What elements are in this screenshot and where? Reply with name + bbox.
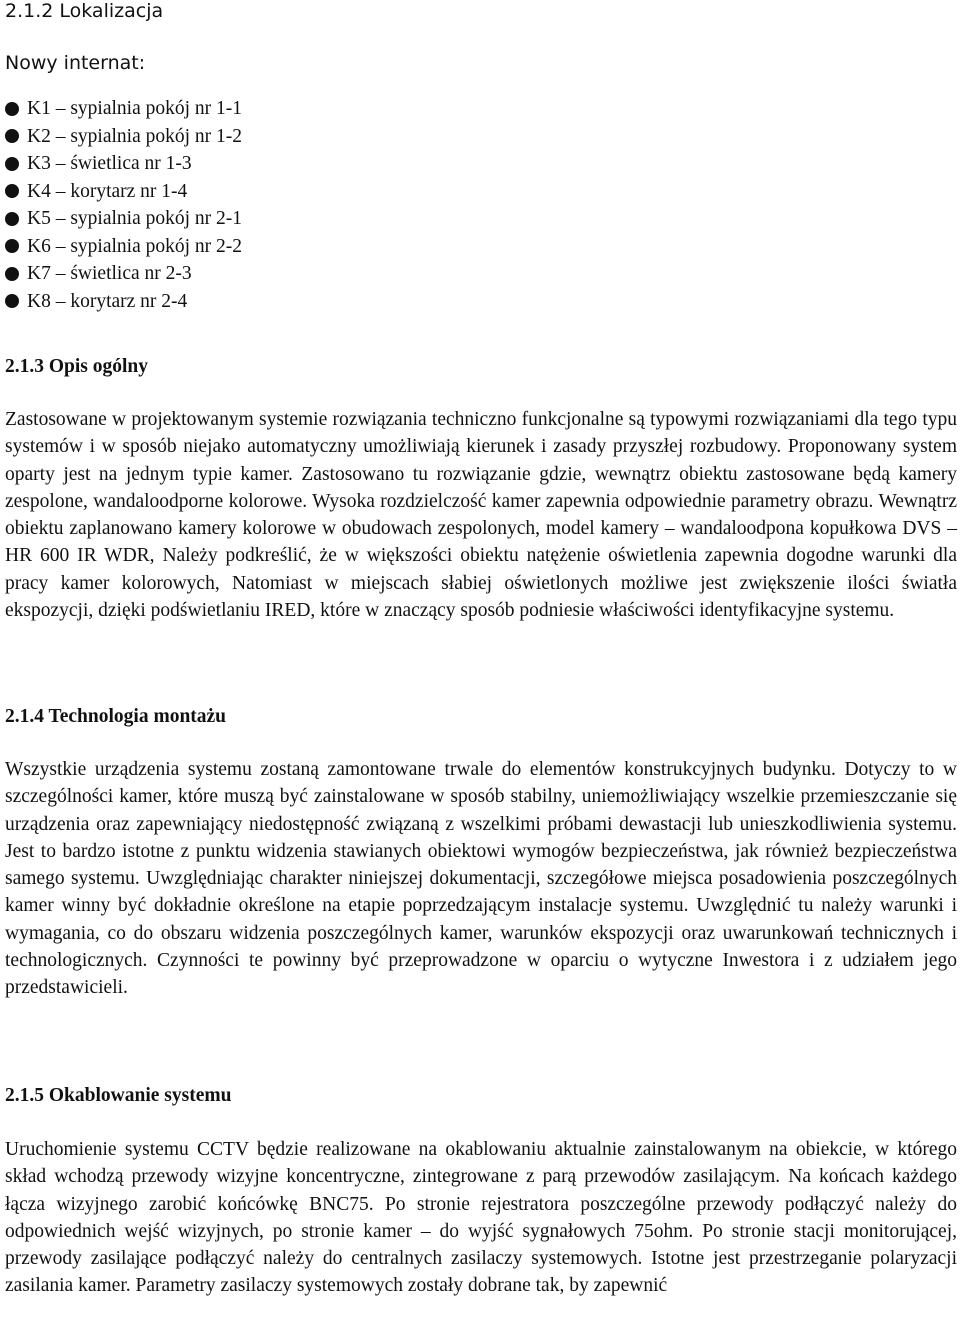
list-item [5, 233, 242, 261]
section-heading: 2.1.3 Opis ogólny [5, 356, 149, 377]
section-heading: 2.1.5 Okablowanie systemu [5, 1085, 232, 1106]
list-item-text: K4 – korytarz nr 1-4 [27, 180, 188, 202]
bullet-icon [5, 267, 19, 281]
list-item [5, 260, 242, 288]
list-item-text: K6 – sypialnia pokój nr 2-2 [27, 235, 243, 257]
bullet-icon [5, 129, 19, 143]
list-item [5, 123, 242, 151]
section-opis-ogolny [5, 354, 957, 624]
section-paragraph: Zastosowane w projektowanym systemie rozwiązania techniczno funkcjonalne są typowymi rozwiązaniami dla tego typu systemów i w sposób niejako automatyczny umożliwiają kierunek i zasady przyszłej rozbudowy. Proponowany system oparty jest na jednym typie kamer. Zastosowano tu rozwiązanie gdzie, wewnątrz obiektu zastosowane będą kamery zespolone, wandaloodporne kolorowe. Wysoka rozdzielczość kamer zapewnia odpowiednie parametry obrazu. Wewnątrz obiektu zaplanowano kamery kolorowe w obudowach zespolonych, model kamery – wandaloodpona kopułkowa DVS – HR 600 IR WDR, Należy podkreślić, że w większości obiektu natężenie oświetlenia zapewnia dogodne warunki dla pracy kamer kolorowych, Natomiast w miejscach słabiej oświetlonych możliwe jest zwiększenie ilości światła ekspozycji, dzięki podświetlaniu IRED, które w znaczący sposób podniesie właściwości identyfikacyjne systemu. [5, 409, 957, 622]
list-item [5, 178, 242, 206]
bullet-icon [5, 184, 19, 198]
list-item-text: K3 – świetlica nr 1-3 [27, 153, 192, 174]
location-list [5, 95, 242, 315]
bullet-icon [5, 102, 19, 116]
section-okablowanie-systemu [5, 1083, 957, 1300]
list-item-text: K1 – sypialnia pokój nr 1-1 [27, 98, 243, 119]
list-item [5, 150, 242, 178]
list-item [5, 205, 242, 233]
list-item [5, 288, 242, 316]
bullet-icon [5, 239, 19, 253]
bullet-icon [5, 212, 19, 226]
section-heading-lokalizacja: 2.1.2 Lokalizacja [5, 0, 164, 22]
section-paragraph: Wszystkie urządzenia systemu zostaną zamontowane trwale do elementów konstrukcyjnych budynku. Dotyczy to w szczególności kamer, które muszą być zainstalowane w sposób stabilny, uniemożliwiający wszelkie przemieszczanie się urządzenia oraz zapewniający niedostępność związaną z wszelkimi próbami dewastacji lub unieszkodliwienia systemu. Jest to bardzo istotne z punktu widzenia stawianych obiektowi wymogów bezpieczeństwa, jak również bezpieczeństwa samego systemu. Uwzględniając charakter niniejszej dokumentacji, szczegółowe miejsca posadowienia poszczególnych kamer winny być dokładnie określone na etapie poprzedzającym instalacje systemu. Uwzględnić tu należy warunki i wymagania, co do obszaru widzenia poszczególnych kamer, warunków ekspozycji oraz uwarunkowań technicznych i technologicznych. Czynności te powinny być przeprowadzone w oparciu o wytyczne Inwestora i z udziałem jego przedstawicieli. [5, 759, 957, 999]
list-item-text: K5 – sypialnia pokój nr 2-1 [27, 208, 243, 229]
bullet-icon [5, 157, 19, 171]
list-item-text: K8 – korytarz nr 2-4 [27, 290, 188, 312]
list-item-text: K2 – sypialnia pokój nr 1-2 [27, 125, 243, 147]
section-technologia-montazu [5, 704, 957, 1002]
list-item [5, 95, 242, 123]
location-subtitle: Nowy internat: [5, 52, 146, 74]
bullet-icon [5, 294, 19, 308]
section-paragraph: Uruchomienie systemu CCTV będzie realizowane na okablowaniu aktualnie zainstalowanym na obiekcie, w którego skład wchodzą przewody wizyjne koncentryczne, zintegrowane z parą przewodów zasilającym. Na końcach każdego łącza wizyjnego zarobić końcówkę BNC75. Po stronie rejestratora poszczególne przewody podłączyć należy do odpowiednich wejść wizyjnych, po stronie kamer – do wyjść sygnałowych 75ohm. Po stronie stacji monitorującej, przewody zasilające podłączyć należy do centralnych zasilaczy systemowych. Istotne jest przestrzeganie polaryzacji zasilania kamer. Parametry zasilaczy systemowych zostały dobrane tak, by zapewnić [5, 1139, 957, 1297]
list-item-text: K7 – świetlica nr 2-3 [27, 263, 192, 284]
section-heading: 2.1.4 Technologia montażu [5, 706, 227, 727]
